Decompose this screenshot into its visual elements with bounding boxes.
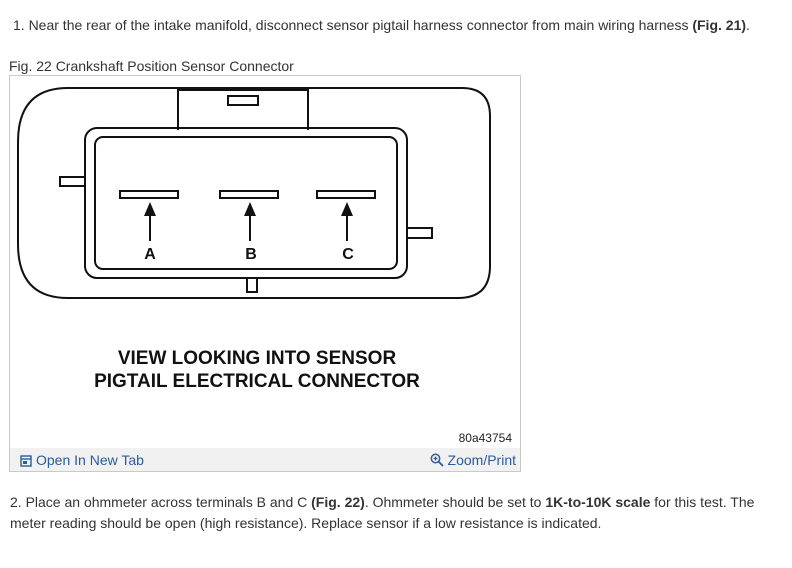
step-2-paragraph — [10, 492, 782, 534]
step-1-end: . — [746, 17, 750, 33]
terminal-a-slot — [120, 191, 178, 198]
figure-footer — [10, 448, 520, 471]
image-id-label: 80a43754 — [458, 431, 512, 445]
view-caption-line-1: VIEW LOOKING INTO SENSOR — [117, 348, 397, 369]
figure-caption: Fig. 22 Crankshaft Position Sensor Connector — [9, 58, 294, 74]
fig-21-reference: (Fig. 21) — [692, 17, 747, 33]
terminal-b-arrowhead — [244, 202, 256, 216]
figure-frame — [9, 75, 521, 472]
terminal-b-slot — [220, 191, 278, 198]
open-in-new-tab-link[interactable] — [20, 452, 144, 468]
terminal-c-slot — [317, 191, 375, 198]
terminal-b-label: B — [245, 246, 257, 263]
scale-setting: 1K-to-10K scale — [545, 494, 651, 510]
step-2-text-b: . Ohmmeter should be set to — [364, 494, 546, 510]
right-tab — [407, 228, 432, 238]
step-1-text: 1. Near the rear of the intake manifold, disconnect sensor pigtail harness connector from main wiring harness — [13, 17, 693, 33]
connector-diagram — [10, 76, 520, 448]
bottom-tab — [247, 278, 257, 292]
fig-22-reference: (Fig. 22) — [311, 494, 365, 510]
zoom-icon — [430, 453, 444, 467]
terminal-c-label: C — [342, 246, 354, 263]
view-caption-line-2: PIGTAIL ELECTRICAL CONNECTOR — [94, 371, 420, 392]
left-tab — [60, 177, 85, 186]
zoom-print-link[interactable] — [430, 452, 516, 468]
terminal-a-label: A — [144, 246, 156, 263]
step-2-text-a: 2. Place an ohmmeter across terminals B and C — [10, 494, 312, 510]
zoom-print-label: Zoom/Print — [447, 452, 516, 468]
terminal-c-arrowhead — [341, 202, 353, 216]
latch-notch — [228, 96, 258, 105]
connector-housing-outline — [18, 88, 490, 298]
terminal-a-arrowhead — [144, 202, 156, 216]
open-in-new-tab-label: Open In New Tab — [36, 452, 144, 468]
new-tab-icon — [20, 455, 32, 467]
step-2-text-c: for this test. The meter reading should be open (high resistance). Replace sensor if a low resistance is indicated. — [10, 494, 755, 531]
step-1-paragraph — [13, 15, 783, 36]
